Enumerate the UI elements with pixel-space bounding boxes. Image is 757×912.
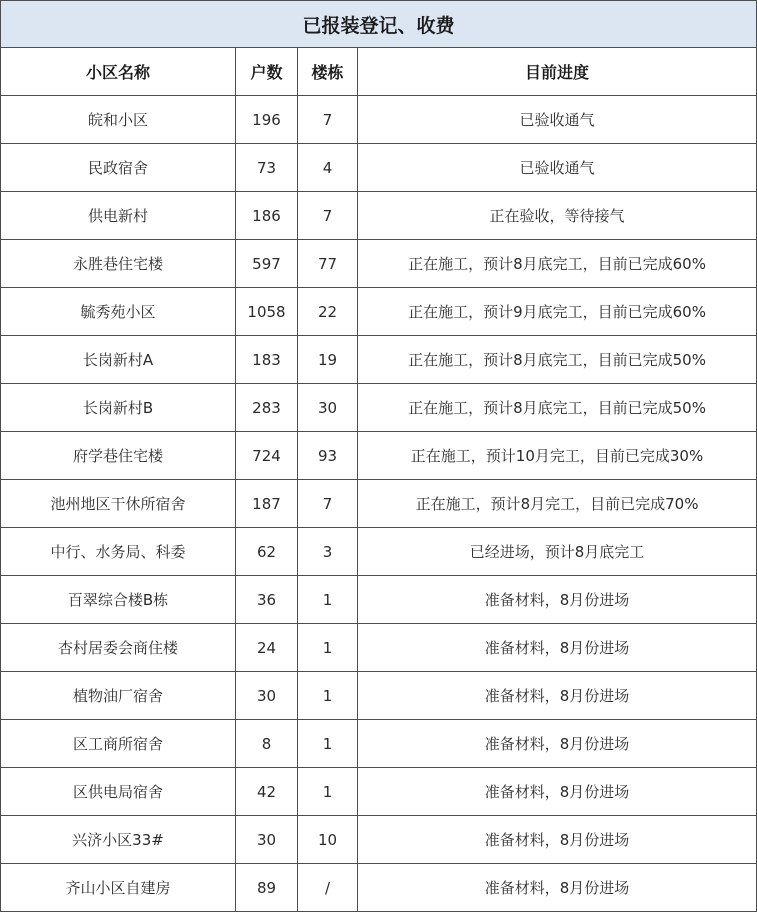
cell-community-name: 府学巷住宅楼 <box>1 432 236 480</box>
cell-progress: 已经进场，预计8月底完工 <box>358 528 757 576</box>
column-header-progress: 目前进度 <box>358 48 757 96</box>
cell-households: 8 <box>236 720 298 768</box>
cell-households: 283 <box>236 384 298 432</box>
table-row <box>1 192 757 240</box>
cell-community-name: 植物油厂宿舍 <box>1 672 236 720</box>
cell-households: 1058 <box>236 288 298 336</box>
cell-buildings: 1 <box>298 768 358 816</box>
cell-buildings: 19 <box>298 336 358 384</box>
cell-households: 36 <box>236 576 298 624</box>
cell-progress: 准备材料，8月份进场 <box>358 576 757 624</box>
table-row <box>1 768 757 816</box>
table-title: 已报装登记、收费 <box>1 1 757 48</box>
table-row <box>1 672 757 720</box>
cell-buildings: 30 <box>298 384 358 432</box>
cell-progress: 正在施工，预计8月底完工，目前已完成50% <box>358 384 757 432</box>
cell-progress: 已验收通气 <box>358 96 757 144</box>
cell-community-name: 区工商所宿舍 <box>1 720 236 768</box>
cell-community-name: 长岗新村B <box>1 384 236 432</box>
cell-community-name: 供电新村 <box>1 192 236 240</box>
table-row <box>1 480 757 528</box>
cell-households: 89 <box>236 864 298 912</box>
cell-households: 42 <box>236 768 298 816</box>
cell-buildings: 1 <box>298 576 358 624</box>
cell-progress: 准备材料，8月份进场 <box>358 672 757 720</box>
cell-buildings: 3 <box>298 528 358 576</box>
table-row <box>1 432 757 480</box>
cell-households: 183 <box>236 336 298 384</box>
cell-households: 30 <box>236 816 298 864</box>
cell-community-name: 池州地区干休所宿舍 <box>1 480 236 528</box>
column-header-buildings: 楼栋 <box>298 48 358 96</box>
table-row <box>1 384 757 432</box>
cell-households: 24 <box>236 624 298 672</box>
cell-progress: 正在施工，预计8月底完工，目前已完成50% <box>358 336 757 384</box>
cell-progress: 正在验收，等待接气 <box>358 192 757 240</box>
cell-progress: 准备材料，8月份进场 <box>358 624 757 672</box>
table-row <box>1 336 757 384</box>
table-row <box>1 816 757 864</box>
cell-buildings: 1 <box>298 672 358 720</box>
table-row <box>1 576 757 624</box>
cell-households: 724 <box>236 432 298 480</box>
cell-progress: 正在施工，预计10月完工，目前已完成30% <box>358 432 757 480</box>
cell-progress: 正在施工，预计8月完工，目前已完成70% <box>358 480 757 528</box>
cell-progress: 准备材料，8月份进场 <box>358 768 757 816</box>
cell-buildings: 7 <box>298 192 358 240</box>
column-header-name: 小区名称 <box>1 48 236 96</box>
column-header-households: 户数 <box>236 48 298 96</box>
cell-buildings: 1 <box>298 720 358 768</box>
cell-community-name: 皖和小区 <box>1 96 236 144</box>
cell-community-name: 中行、水务局、科委 <box>1 528 236 576</box>
cell-community-name: 百翠综合楼B栋 <box>1 576 236 624</box>
cell-progress: 已验收通气 <box>358 144 757 192</box>
cell-community-name: 兴济小区33# <box>1 816 236 864</box>
cell-buildings: 4 <box>298 144 358 192</box>
table-row <box>1 528 757 576</box>
cell-buildings: 7 <box>298 96 358 144</box>
cell-households: 73 <box>236 144 298 192</box>
cell-community-name: 区供电局宿舍 <box>1 768 236 816</box>
cell-community-name: 民政宿舍 <box>1 144 236 192</box>
table-row <box>1 240 757 288</box>
cell-community-name: 杏村居委会商住楼 <box>1 624 236 672</box>
table-row <box>1 288 757 336</box>
table-row <box>1 624 757 672</box>
title-row <box>1 1 757 48</box>
cell-buildings: 77 <box>298 240 358 288</box>
cell-community-name: 永胜巷住宅楼 <box>1 240 236 288</box>
table-row <box>1 864 757 912</box>
cell-households: 196 <box>236 96 298 144</box>
cell-buildings: 93 <box>298 432 358 480</box>
cell-buildings: 10 <box>298 816 358 864</box>
cell-community-name: 毓秀苑小区 <box>1 288 236 336</box>
cell-buildings: 7 <box>298 480 358 528</box>
cell-households: 597 <box>236 240 298 288</box>
table-row <box>1 96 757 144</box>
cell-buildings: 1 <box>298 624 358 672</box>
cell-community-name: 长岗新村A <box>1 336 236 384</box>
table-body <box>1 96 757 912</box>
cell-progress: 正在施工，预计9月底完工，目前已完成60% <box>358 288 757 336</box>
cell-progress: 准备材料，8月份进场 <box>358 864 757 912</box>
cell-community-name: 齐山小区自建房 <box>1 864 236 912</box>
cell-households: 62 <box>236 528 298 576</box>
cell-progress: 准备材料，8月份进场 <box>358 816 757 864</box>
table-row <box>1 720 757 768</box>
cell-buildings: 22 <box>298 288 358 336</box>
cell-progress: 正在施工，预计8月底完工，目前已完成60% <box>358 240 757 288</box>
cell-progress: 准备材料，8月份进场 <box>358 720 757 768</box>
cell-households: 30 <box>236 672 298 720</box>
cell-households: 187 <box>236 480 298 528</box>
cell-buildings: / <box>298 864 358 912</box>
cell-households: 186 <box>236 192 298 240</box>
header-row <box>1 48 757 96</box>
table-row <box>1 144 757 192</box>
